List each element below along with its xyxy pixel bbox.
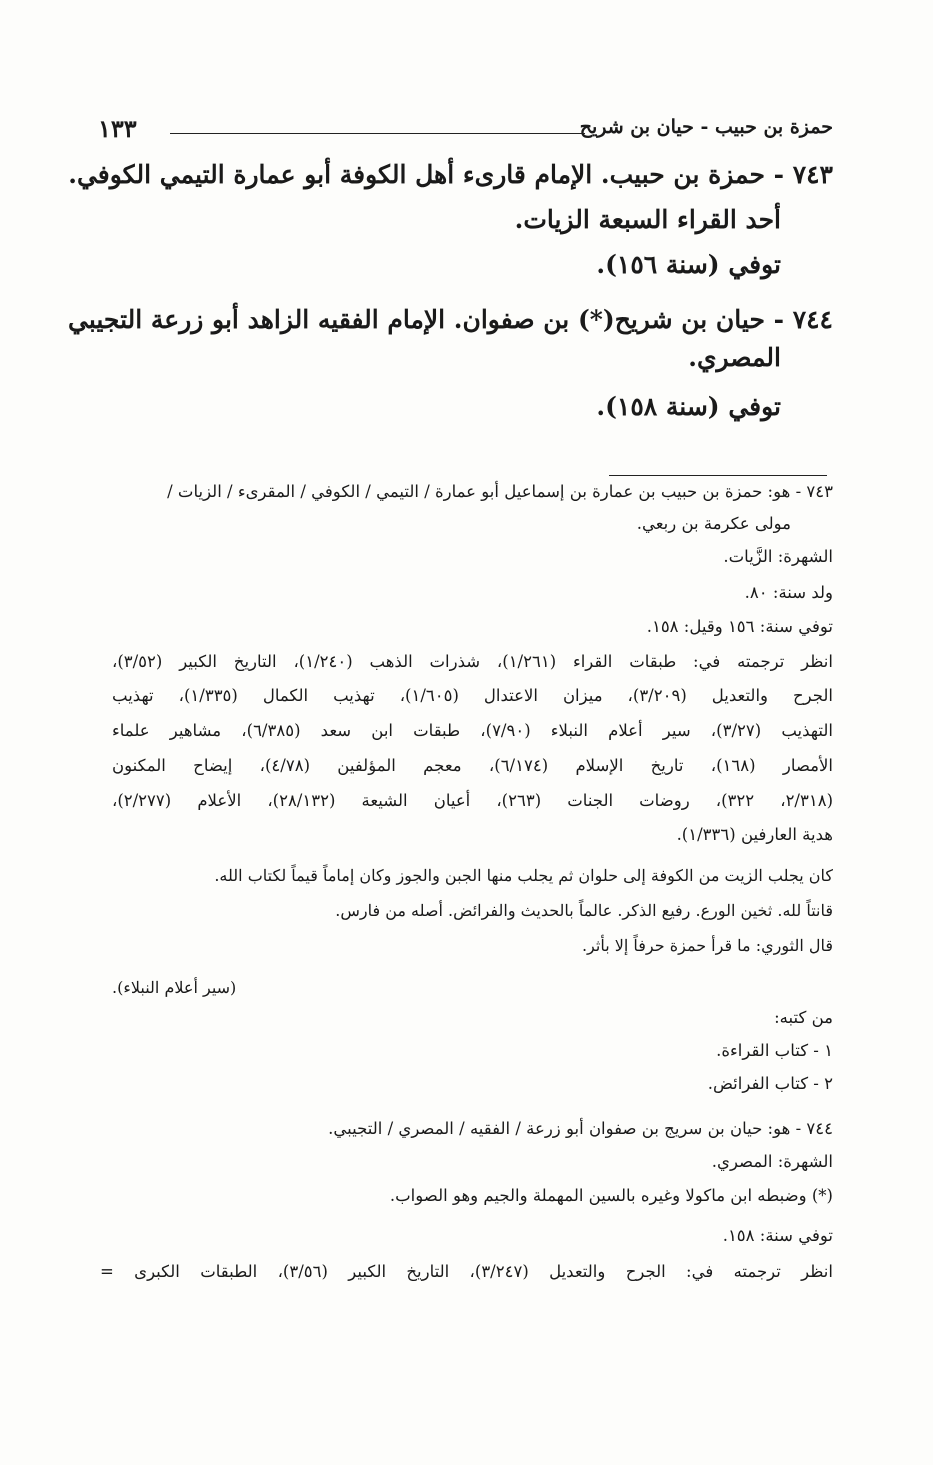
page-number: ١٣٣	[98, 114, 137, 143]
note-743-died: توفي سنة: ١٥٦ وقيل: ١٥٨.	[646, 617, 833, 636]
note-743-sources-4: الأمصار (١٦٨)، تاريخ الإسلام (٦/١٧٤)، معجم المؤلفين (٤/٧٨)، إيضاح المكنون	[112, 756, 833, 775]
note-743-line-2: مولى عكرمة بن ربعي.	[636, 514, 791, 533]
note-744-line-1: ٧٤٤ - هو: حيان بن سريج بن صفوان أبو زرعة / الفقيه / المصري / التجيبي.	[328, 1119, 833, 1138]
footnote-separator	[609, 475, 827, 476]
entry-744-line-2: المصري.	[688, 343, 781, 372]
note-743-book-2: ٢ - كتاب الفرائض.	[707, 1074, 833, 1093]
note-743-books-heading: من كتبه:	[774, 1008, 833, 1027]
note-743-sources-6: هدية العارفين (١/٣٣٦).	[676, 825, 833, 844]
entry-744-line-3: توفي (سنة ١٥٨).	[596, 392, 781, 421]
note-743-born: ولد سنة: ٨٠.	[744, 583, 833, 602]
note-744-fame: الشهرة: المصري.	[711, 1152, 833, 1171]
note-744-star-note: (*) وضبطه ابن ماكولا وغيره بالسين المهملة والجيم وهو الصواب.	[389, 1186, 833, 1205]
note-743-fame: الشهرة: الزَّيات.	[723, 547, 833, 566]
note-743-book-1: ١ - كتاب القراءة.	[716, 1041, 833, 1060]
entry-744-line-1: ٧٤٤ - حيان بن شريح(*) بن صفوان. الإمام الفقيه الزاهد أبو زرعة التجيبي	[68, 305, 833, 334]
note-743-sources-1: انظر ترجمته في: طبقات القراء (١/٢٦١)، شذرات الذهب (١/٢٤٠)، التاريخ الكبير (٣/٥٢)،	[112, 652, 833, 671]
entry-743-line-2: أحد القراء السبعة الزيات.	[514, 205, 781, 234]
note-743-source: (سير أعلام النبلاء).	[112, 978, 237, 997]
note-743-line-1: ٧٤٣ - هو: حمزة بن حبيب بن عمارة بن إسماعيل أبو عمارة / التيمي / الكوفي / المقرىء / الزيات /	[167, 482, 833, 501]
note-743-quote-3: قال الثوري: ما قرأ حمزة حرفاً إلا بأثر.	[581, 936, 833, 955]
running-header	[98, 116, 833, 146]
note-743-quote-1: كان يجلب الزيت من الكوفة إلى حلوان ثم يجلب منها الجبن والجوز وكان إماماً قيماً لكتاب الله.	[214, 866, 833, 885]
entry-743-line-3: توفي (سنة ١٥٦).	[596, 250, 781, 279]
note-744-died: توفي سنة: ١٥٨.	[722, 1226, 833, 1245]
note-743-sources-5: (٢/٣١٨، ٣٢٢)، روضات الجنات (٢٦٣)، أعيان الشيعة (٢٨/١٣٢)، الأعلام (٢/٢٧٧)،	[112, 791, 834, 810]
note-743-quote-2: قانتاً لله. ثخين الورع. رفيع الذكر. عالماً بالحديث والفرائض. أصله من فارس.	[335, 901, 833, 920]
header-rule	[170, 133, 585, 134]
running-title: حمزة بن حبيب - حيان بن شريح	[579, 116, 833, 138]
note-743-sources-2: الجرح والتعديل (٣/٢٠٩)، ميزان الاعتدال (١/٦٠٥)، تهذيب الكمال (١/٣٣٥)، تهذيب	[112, 686, 834, 705]
entry-743-line-1: ٧٤٣ - حمزة بن حبيب. الإمام قارىء أهل الكوفة أبو عمارة التيمي الكوفي.	[68, 160, 833, 189]
note-744-sources: انظر ترجمته في: الجرح والتعديل (٣/٢٤٧)، التاريخ الكبير (٣/٥٦)، الطبقات الكبرى =	[100, 1262, 833, 1281]
note-743-sources-3: التهذيب (٣/٢٧)، سير أعلام النبلاء (٧/٩٠)، طبقات ابن سعد (٦/٣٨٥)، مشاهير علماء	[112, 721, 833, 740]
